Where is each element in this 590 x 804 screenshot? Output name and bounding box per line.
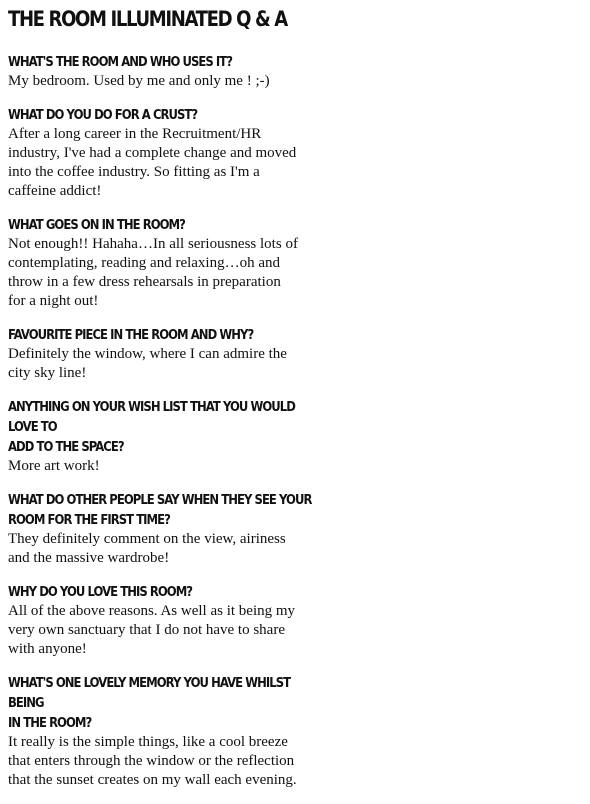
qa-item-wish-list bbox=[8, 397, 578, 476]
qa-item-favourite-piece bbox=[8, 325, 578, 383]
qa-item-other-people bbox=[8, 490, 578, 568]
question-heading: WHY DO YOU LOVE THIS ROOM? bbox=[8, 584, 193, 600]
question-heading: ANYTHING ON YOUR WISH LIST THAT YOU WOULD LOVE TO ADD TO THE SPACE? bbox=[8, 399, 295, 455]
qa-item-crust bbox=[8, 105, 578, 201]
answer-text: Not enough!! Hahaha…In all seriousness lots of contemplating, reading and relaxing…oh and throw in a few dress rehearsals in preparation for a night out! bbox=[8, 236, 298, 309]
document-page bbox=[8, 6, 578, 804]
question-heading: WHAT DO YOU DO FOR A CRUST? bbox=[8, 107, 198, 123]
answer-text: They definitely comment on the view, airiness and the massive wardrobe! bbox=[8, 531, 286, 566]
answer-text: After a long career in the Recruitment/HR industry, I've had a complete change and moved into the coffee industry. So fitting as I'm a caffeine addict! bbox=[8, 126, 297, 199]
qa-item-why-love bbox=[8, 582, 578, 659]
question-heading: WHAT'S ONE LOVELY MEMORY YOU HAVE WHILST BEING IN THE ROOM? bbox=[8, 675, 291, 731]
answer-text: More art work! bbox=[8, 458, 100, 474]
qa-item-activities bbox=[8, 215, 578, 311]
question-heading: FAVOURITE PIECE IN THE ROOM AND WHY? bbox=[8, 327, 254, 343]
answer-text: My bedroom. Used by me and only me ! ;-) bbox=[8, 73, 270, 89]
question-heading: WHAT'S THE ROOM AND WHO USES IT? bbox=[8, 54, 233, 70]
question-heading: WHAT GOES ON IN THE ROOM? bbox=[8, 217, 185, 233]
qa-item-lovely-memory bbox=[8, 673, 578, 790]
qa-item-room-and-users bbox=[8, 52, 578, 91]
page-title: THE ROOM ILLUMINATED Q & A bbox=[8, 7, 287, 31]
answer-text: Definitely the window, where I can admire the city sky line! bbox=[8, 346, 287, 381]
answer-text: All of the above reasons. As well as it being my very own sanctuary that I do not have to share with anyone! bbox=[8, 603, 296, 657]
question-heading: WHAT DO OTHER PEOPLE SAY WHEN THEY SEE YOUR ROOM FOR THE FIRST TIME? bbox=[8, 492, 312, 528]
answer-text: It really is the simple things, like a cool breeze that enters through the window or the reflection that the sunset creates on my wall each evening. bbox=[8, 734, 297, 788]
